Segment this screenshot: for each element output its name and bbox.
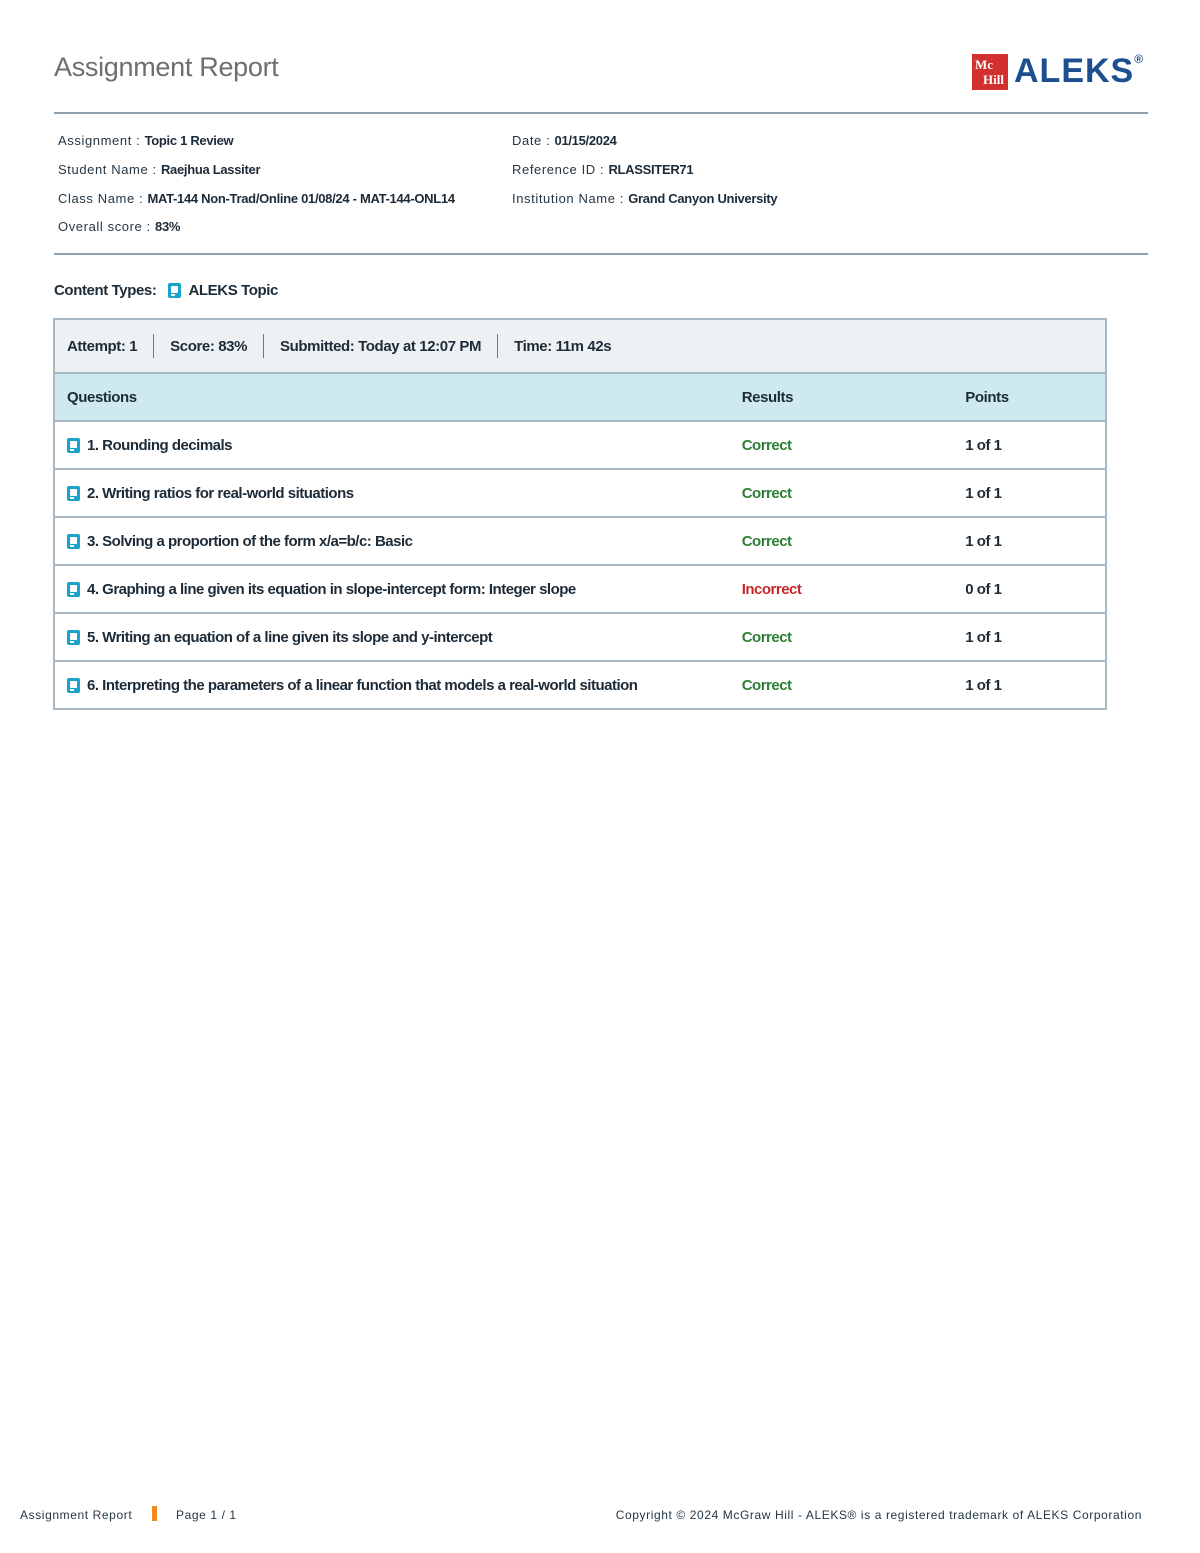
meta-overall-label: Overall score : (58, 219, 151, 234)
result-cell: Incorrect (741, 580, 802, 598)
page-title: Assignment Report (54, 52, 279, 82)
aleks-topic-icon (67, 438, 80, 453)
question-title[interactable]: 1. Rounding decimals (87, 436, 233, 454)
content-types-label: Content Types: (54, 282, 157, 299)
points-cell: 1 of 1 (965, 436, 1002, 454)
logo-text-label: ALEKS (1014, 52, 1135, 90)
meta-assignment-value: Topic 1 Review (144, 133, 234, 148)
result-cell: Correct (741, 436, 792, 454)
footer-report-title: Assignment Report (20, 1508, 133, 1522)
attempt-number: Attempt: 1 (67, 337, 138, 355)
aleks-topic-icon (67, 582, 80, 597)
aleks-logo (972, 52, 1144, 91)
meta-date (512, 133, 617, 148)
meta-student (58, 162, 260, 177)
mcgraw-hill-logo-icon (972, 54, 1008, 90)
points-cell: 1 of 1 (965, 532, 1002, 550)
points-cell: 1 of 1 (965, 628, 1002, 646)
points-cell: 1 of 1 (965, 484, 1002, 502)
footer-divider (152, 1506, 157, 1521)
logo-mark-bottom: Hill (983, 71, 1004, 87)
meta-assignment-label: Assignment : (58, 133, 141, 148)
question-title[interactable]: 4. Graphing a line given its equation in slope-intercept form: Integer slope (87, 580, 576, 598)
meta-institution-value: Grand Canyon University (628, 191, 778, 206)
table-header-row (55, 374, 1105, 422)
logo-text (1014, 52, 1144, 91)
aleks-topic-icon (67, 534, 80, 549)
question-title[interactable]: 5. Writing an equation of a line given its slope and y-intercept (87, 628, 493, 646)
meta-institution (512, 191, 777, 206)
table-row[interactable] (55, 518, 1105, 566)
points-cell: 1 of 1 (965, 676, 1002, 694)
meta-student-value: Raejhua Lassiter (160, 162, 261, 177)
attempt-time: Time: 11m 42s (514, 337, 612, 355)
points-cell: 0 of 1 (965, 580, 1002, 598)
meta-class-value: MAT-144 Non-Trad/Online 01/08/24 - MAT-144-ONL14 (147, 191, 455, 206)
attempt-separator (497, 334, 498, 358)
meta-reference (512, 162, 693, 177)
meta-divider (54, 253, 1148, 255)
attempt-submitted: Submitted: Today at 12:07 PM (280, 337, 482, 355)
meta-student-label: Student Name : (58, 162, 157, 177)
header-divider (54, 112, 1148, 114)
meta-reference-value: RLASSITER71 (608, 162, 694, 177)
meta-institution-label: Institution Name : (512, 191, 624, 206)
question-cell[interactable] (55, 485, 742, 502)
question-cell[interactable] (55, 677, 742, 694)
logo-registered: ® (1134, 52, 1145, 66)
result-cell: Correct (741, 628, 792, 646)
table-row[interactable] (55, 566, 1105, 614)
header-results: Results (741, 388, 794, 406)
question-cell[interactable] (55, 581, 742, 598)
header-questions: Questions (67, 388, 137, 406)
attempt-separator (263, 334, 264, 358)
meta-reference-label: Reference ID : (512, 162, 605, 177)
content-types-topic-label: ALEKS Topic (188, 282, 278, 299)
content-types (54, 282, 278, 299)
attempt-bar (55, 320, 1105, 374)
attempt-separator (153, 334, 154, 358)
table-row[interactable] (55, 662, 1105, 708)
report-table (53, 318, 1107, 710)
meta-overall-value: 83% (155, 219, 181, 234)
meta-overall (58, 219, 180, 234)
result-cell: Correct (741, 484, 792, 502)
meta-date-label: Date : (512, 133, 551, 148)
aleks-topic-icon (67, 678, 80, 693)
question-title[interactable]: 6. Interpreting the parameters of a linear function that models a real-world situation (87, 676, 638, 694)
table-row[interactable] (55, 470, 1105, 518)
meta-class (58, 191, 455, 206)
meta-date-value: 01/15/2024 (554, 133, 617, 148)
question-cell[interactable] (55, 629, 742, 646)
question-title[interactable]: 2. Writing ratios for real-world situations (87, 484, 354, 502)
result-cell: Correct (741, 676, 792, 694)
aleks-topic-icon (168, 283, 181, 298)
question-cell[interactable] (55, 533, 742, 550)
meta-class-label: Class Name : (58, 191, 144, 206)
question-cell[interactable] (55, 437, 742, 454)
aleks-topic-icon (67, 630, 80, 645)
footer-page-number: Page 1 / 1 (176, 1508, 237, 1522)
header-points: Points (965, 388, 1009, 406)
footer-copyright: Copyright © 2024 McGraw Hill - ALEKS® is a registered trademark of ALEKS Corporation (615, 1508, 1142, 1522)
aleks-topic-icon (67, 486, 80, 501)
attempt-score: Score: 83% (170, 337, 248, 355)
meta-assignment (58, 133, 233, 148)
table-row[interactable] (55, 422, 1105, 470)
logo-mark-top: Mc (975, 56, 994, 72)
question-title[interactable]: 3. Solving a proportion of the form x/a=b/c: Basic (87, 532, 413, 550)
table-row[interactable] (55, 614, 1105, 662)
result-cell: Correct (741, 532, 792, 550)
